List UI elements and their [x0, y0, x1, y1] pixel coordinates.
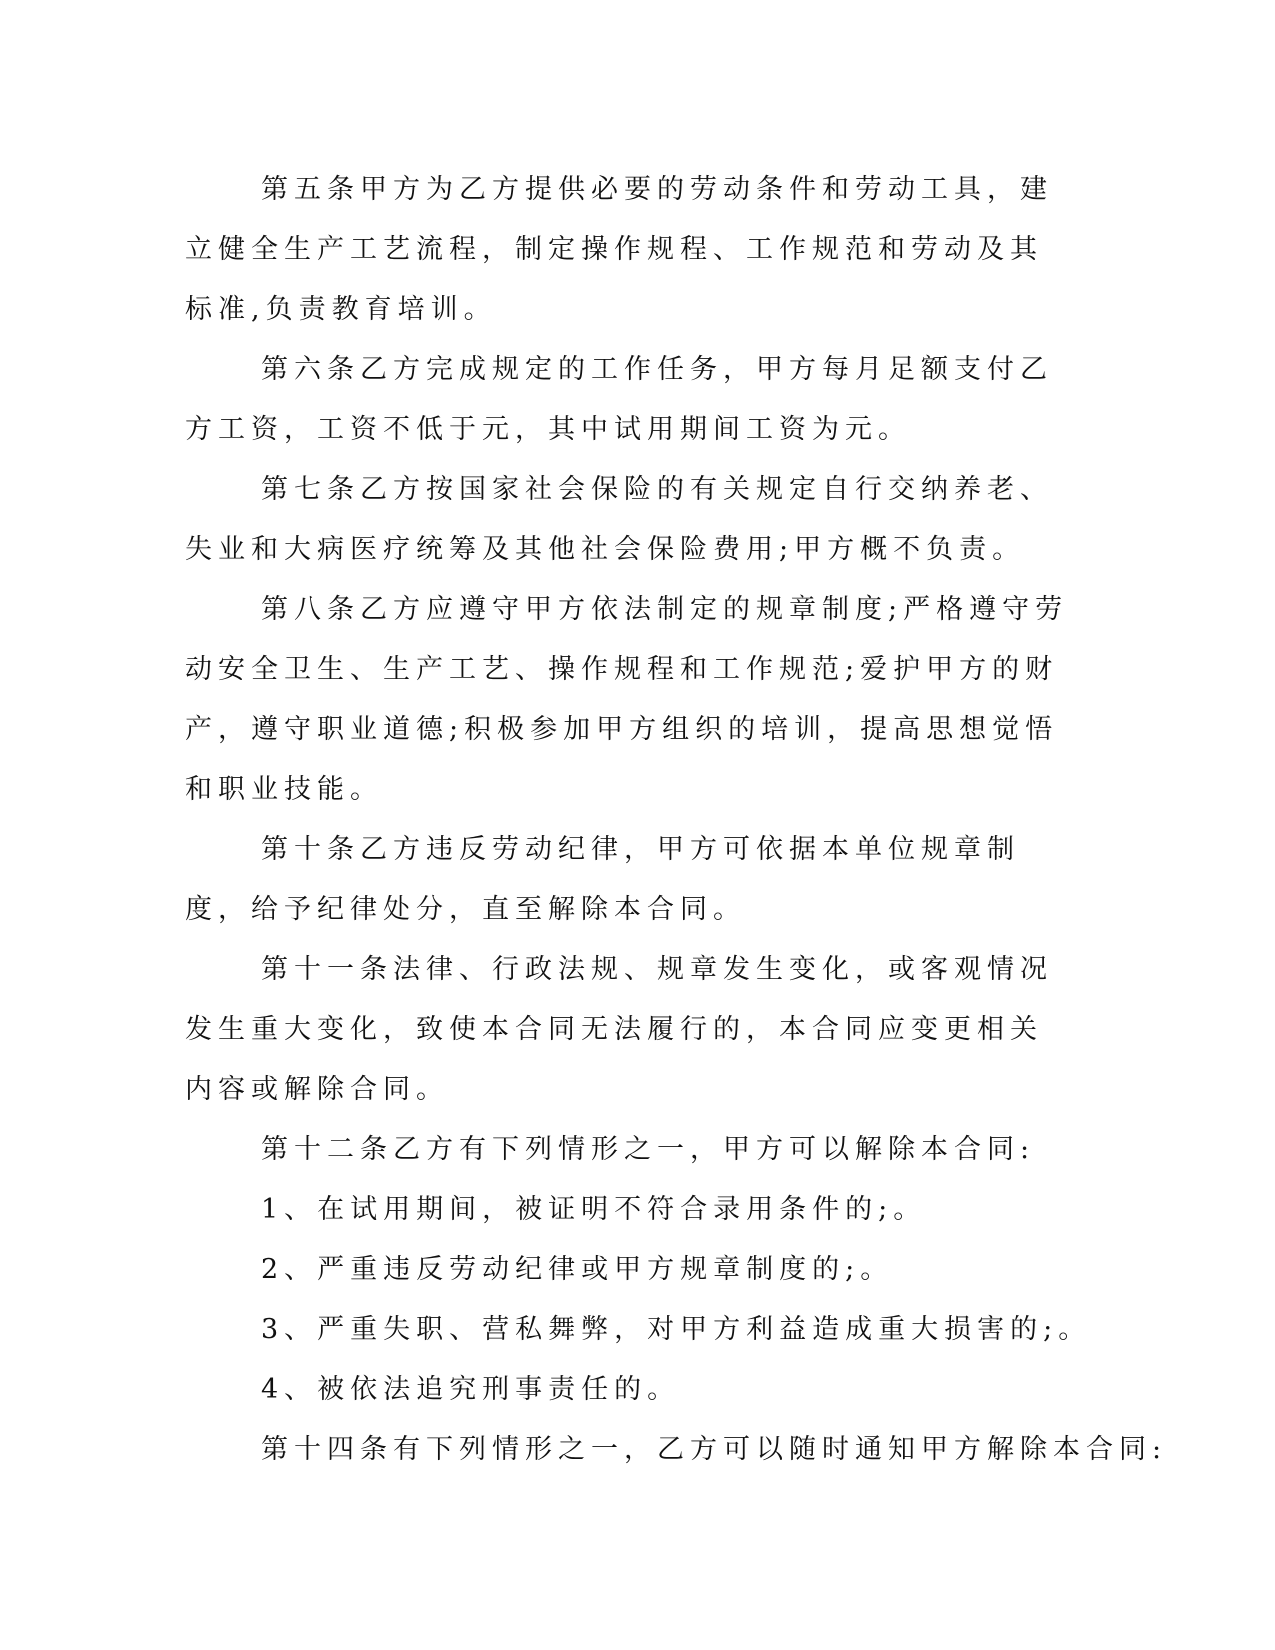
article-6-paragraph: 第六条乙方完成规定的工作任务，甲方每月足额支付乙方工资，工资不低于元，其中试用期间工资为元。 — [185, 354, 1053, 445]
article-11-paragraph: 第十一条法律、行政法规、规章发生变化，或客观情况发生重大变化，致使本合同无法履行的，本合同应变更相关内容或解除合同。 — [185, 954, 1053, 1105]
article-12-item-3: 3、严重失职、营私舞弊，对甲方利益造成重大损害的;。 — [261, 1314, 1092, 1345]
article-14-heading: 第十四条有下列情形之一，乙方可以随时通知甲方解除本合同: — [261, 1434, 1168, 1465]
article-12-item-2: 2、严重违反劳动纪律或甲方规章制度的;。 — [261, 1254, 894, 1285]
article-8-paragraph: 第八条乙方应遵守甲方依法制定的规章制度;严格遵守劳动安全卫生、生产工艺、操作规程和工作规范;爱护甲方的财产，遵守职业道德;积极参加甲方组织的培训，提高思想觉悟和职业技能。 — [185, 594, 1069, 805]
article-7-paragraph: 第七条乙方按国家社会保险的有关规定自行交纳养老、失业和大病医疗统筹及其他社会保险费用;甲方概不负责。 — [185, 474, 1053, 565]
article-12-item-1: 1、在试用期间，被证明不符合录用条件的;。 — [261, 1194, 927, 1225]
article-12-heading: 第十二条乙方有下列情形之一，甲方可以解除本合同: — [261, 1134, 1036, 1165]
article-5-paragraph: 第五条甲方为乙方提供必要的劳动条件和劳动工具，建立健全生产工艺流程，制定操作规程、工作规范和劳动及其标准,负责教育培训。 — [185, 174, 1053, 325]
contract-body — [185, 160, 1168, 1480]
article-12-item-4: 4、被依法追究刑事责任的。 — [261, 1374, 681, 1405]
article-10-paragraph: 第十条乙方违反劳动纪律，甲方可依据本单位规章制度，给予纪律处分，直至解除本合同。 — [185, 834, 1020, 925]
